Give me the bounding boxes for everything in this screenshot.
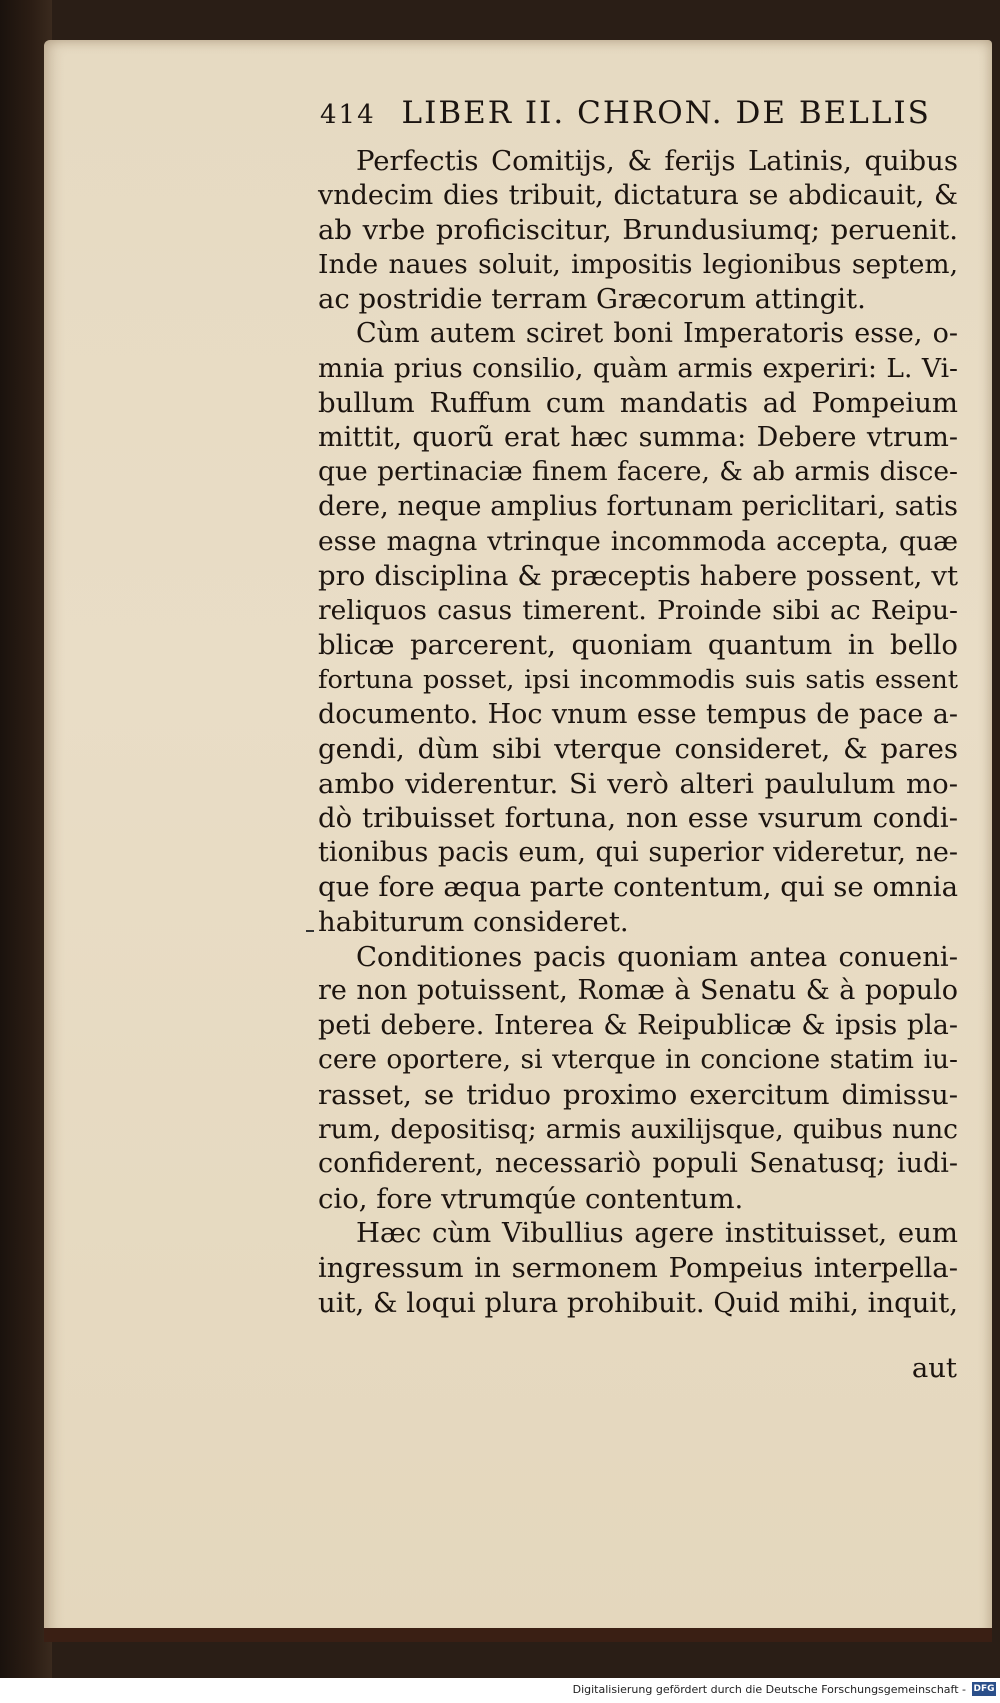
text-line: ab vrbe proficiscitur, Brundusiumq; peruenit. xyxy=(318,214,958,247)
text-line: ac postridie terram Græcorum attingit. xyxy=(318,283,866,316)
text-line: documento. Hoc vnum esse tempus de pace a- xyxy=(318,698,958,730)
text-line: gendi, dùm sibi vterque consideret, & pares xyxy=(318,733,958,766)
text-line: uit, & loqui plura prohibuit. Quid mihi, inquit, xyxy=(318,1286,958,1319)
text-line: tionibus pacis eum, qui superior videretur, ne- xyxy=(318,836,958,868)
text-line: cere oportere, si vterque in concione statim iu- xyxy=(318,1044,958,1076)
catchword: aut xyxy=(911,1352,957,1384)
text-line: habiturum consideret. xyxy=(318,906,629,939)
dfg-logo-icon: DFG xyxy=(973,1684,995,1694)
running-title: LIBER II. CHRON. DE BELLIS xyxy=(401,95,931,131)
text-line: vndecim dies tribuit, dictatura se abdicauit, & xyxy=(318,179,958,211)
text-line: Conditiones pacis quoniam antea conueni- xyxy=(356,940,958,973)
running-header xyxy=(320,95,931,131)
text-line: rasset, se triduo proximo exercitum dimissu- xyxy=(318,1079,958,1112)
page-number: 414 xyxy=(320,100,376,130)
text-line: confiderent, necessariò populi Senatusq; iudi- xyxy=(318,1148,958,1180)
text-line: blicæ parcerent, quoniam quantum in bello xyxy=(318,629,958,662)
text-line: mnia prius consilio, quàm armis experiri: L. Vi- xyxy=(318,352,958,384)
text-line: pro disciplina & præceptis habere possent, vt xyxy=(318,560,958,593)
text-line: reliquos casus timerent. Proinde sibi ac Reipu- xyxy=(318,594,958,626)
text-line: cio, fore vtrumqúe contentum. xyxy=(318,1182,744,1215)
text-line: Inde naues soluit, impositis legionibus septem, xyxy=(318,248,958,280)
text-line: esse magna vtrinque incommoda accepta, quæ xyxy=(318,525,958,557)
text-line: dere, neque amplius fortunam periclitari, satis xyxy=(318,490,958,522)
text-line: Hæc cùm Vibullius agere instituisset, eum xyxy=(356,1217,958,1250)
page-bottom-edge xyxy=(44,1628,992,1642)
text-line: Perfectis Comitijs, & ferijs Latinis, quibus xyxy=(356,145,958,177)
body-text xyxy=(318,144,958,1320)
text-line: dò tribuisset fortuna, non esse vsurum condi- xyxy=(318,802,958,835)
text-line: rum, depositisq; armis auxilijsque, quibus nunc xyxy=(318,1113,958,1145)
text-line: que pertinaciæ finem facere, & ab armis disce- xyxy=(318,456,958,488)
text-line: ambo viderentur. Si verò alteri paululum mo- xyxy=(318,767,958,800)
text-line: peti debere. Interea & Reipublicæ & ipsis pla- xyxy=(318,1009,958,1041)
digitization-credit: Digitalisierung gefördert durch die Deutsche Forschungsgemeinschaft - xyxy=(572,1683,966,1696)
text-line: re non potuissent, Romæ à Senatu & à populo xyxy=(318,975,958,1007)
text-line: bullum Ruffum cum mandatis ad Pompeium xyxy=(318,387,958,420)
text-line: Cùm autem sciret boni Imperatoris esse, o- xyxy=(356,317,958,349)
margin-mark xyxy=(306,930,314,932)
text-line: ingressum in sermonem Pompeius interpella- xyxy=(318,1252,958,1284)
text-line: fortuna posset, ipsi incommodis suis satis essent xyxy=(318,664,958,695)
text-line: que fore æqua parte contentum, qui se omnia xyxy=(318,871,958,904)
text-line: mittit, quorũ erat hæc summa: Debere vtrum- xyxy=(318,421,958,453)
